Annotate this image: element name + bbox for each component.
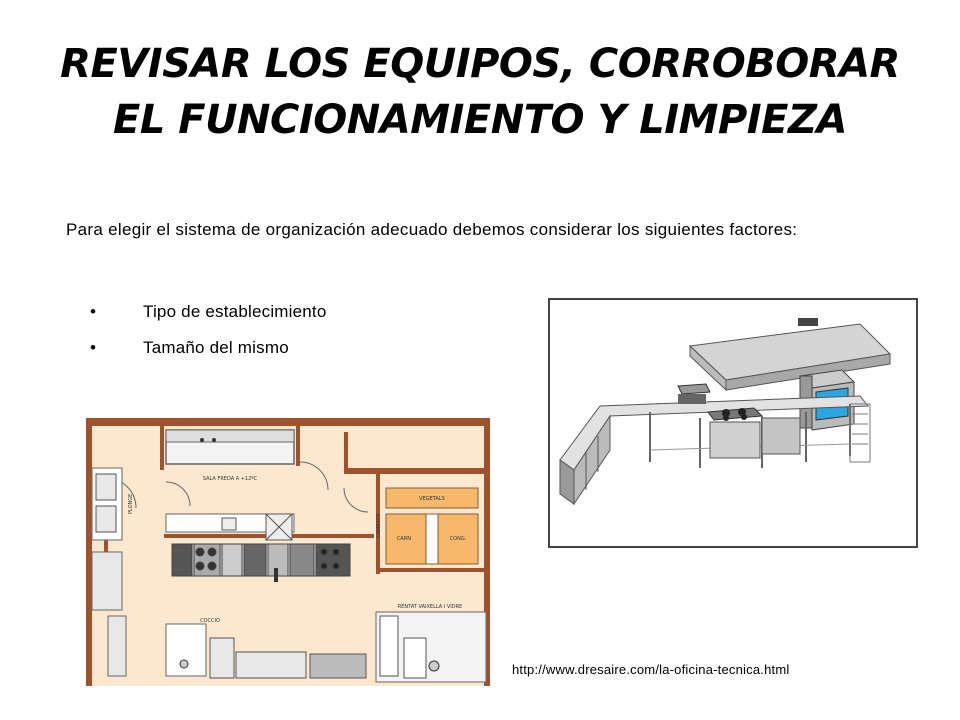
factor-item [84, 294, 327, 330]
bullet-icon: • [90, 338, 97, 357]
plan-label: RENTAT VAIXELLA I VIDRE [397, 604, 463, 610]
plan-label: COCCIÓ [200, 618, 220, 624]
factor-label: Tipo de establecimiento [143, 302, 327, 321]
source-link[interactable]: http://www.dresaire.com/la-oficina-tecnica.html [512, 662, 790, 677]
factors-list [84, 294, 327, 366]
slide-title [40, 36, 920, 148]
plan-label: CONG. [449, 536, 467, 542]
bullet-icon: • [90, 302, 97, 321]
factor-item [84, 330, 327, 366]
plan-label: CAMBRES [376, 513, 382, 538]
equipment-drawing [550, 300, 916, 546]
title-line-1: REVISAR LOS EQUIPOS, CORROBORAR [60, 41, 900, 87]
kitchen-equipment-image [548, 298, 918, 548]
plan-label: CARN [396, 536, 412, 542]
plan-label: SALA FREDA A +12ºC [202, 476, 258, 482]
kitchen-floor-plan-image [86, 418, 490, 686]
title-line-2: EL FUNCIONAMIENTO Y LIMPIEZA [113, 97, 847, 143]
factor-label: Tamaño del mismo [143, 338, 289, 357]
intro-paragraph: Para elegir el sistema de organización adecuado debemos considerar los siguientes factores: [66, 220, 798, 239]
plan-label: VEGETALS [419, 496, 445, 502]
plan-label: PLONGE [128, 493, 134, 514]
floor-plan-drawing [86, 418, 490, 686]
